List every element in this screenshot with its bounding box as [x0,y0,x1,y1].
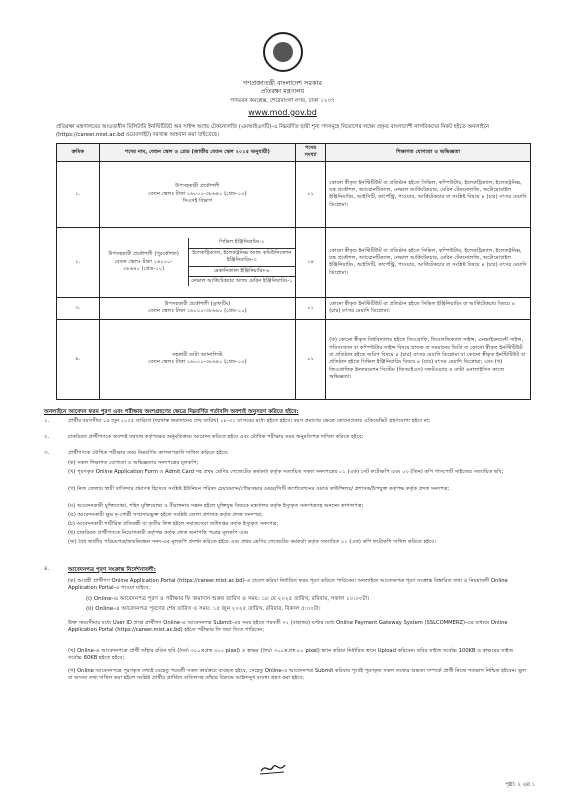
row-post [99,297,295,319]
sub-post: ইলেকট্রিক্যাল, ইলেকট্রনিক্স অ্যান্ড কমিউনিকেশন ইঞ্জিনিয়ারিং-৩ [189,249,295,267]
ministry-website-link[interactable]: www.mod.gov.bd [248,108,317,117]
row-qualification: কোনো স্বীকৃত ইনস্টিটিউট বা প্রতিষ্ঠান হইতে সিভিল ইঞ্জিনিয়ারিং বা আর্কিটেকচার বিষয়ে ৪ (চার) বৎসর মেয়াদি ডিপ্লোমা। [326,297,531,319]
general-conditions-title: অনলাইনে আবেদন ফরম পূরণ এবং পরীক্ষায় অংশগ্রহণের ক্ষেত্রে নিম্নবর্ণিত শর্তাবলি অবশ্যই অনুসরণ করিতে হইবে: [44,409,299,415]
start-date-item: (i) Online-এ আবেদনপত্র পূরণ ও পরীক্ষার ফি জমাদান শুরুর তারিখ ও সময়: ১৮ মে ২০২৫ তারিখ, রবিবার, সকাল ১০:০০টা। [86,596,370,602]
photo-upload-instruction: (খ) Online-এ আবেদনপত্রে প্রার্থী তাঁহার রঙিন ছবি (দৈর্ঘ্য ৩০০×প্রস্থ ৩০০ pixel) ও স্বাক্ষর (দৈর্ঘ্য ৩০০×প্রস্থ ৮০ pixel) স্ক্যান করিয়া নির্ধারিত স্থানে Upload করিবেন। ছবির সাইজ সর্বোচ্চ 100KB ও স্বাক্ষরের সাইজ সর্বোচ্চ 60KB হইতে হইবে; [68,648,514,662]
government-seal-logo [263,32,303,72]
item-number: ৩. [44,450,50,456]
table-row [57,161,531,227]
doc-item: (ঘ) আবেদনকারী মুক্তিযোদ্ধা, শহিদ মুক্তিযোদ্ধা ও বীরাঙ্গনার সন্তান হইলে মুক্তিযুদ্ধ বিষয়ক মন্ত্রণালয় কর্তৃক ইস্যুকৃত সনদপত্রসহ অন্যান্য কাগজপত্র; [68,503,364,509]
condition-text: প্রার্থীর বয়সসীমা ১৫ জুন ২০২৫ তারিখে (দরখাস্ত জমাদানের শেষ তারিখ) ১৮-৩২ বৎসরের মধ্যে হইতে হইবে। বয়স প্রমাণের ক্ষেত্রে কোনোপ্রকার এফিডেভিট গ্রহণযোগ্য হইবে না; [68,418,431,424]
row-serial: ৪. [57,319,100,399]
row-qualification: কোনো স্বীকৃত ইনস্টিটিউট বা প্রতিষ্ঠান হইতে সিভিল, কম্পিউটার, ইলেকট্রিক্যাল, ইলেকট্রনিক্স, যন্ত্র প্রকৌশল, অ্যারোনটিক্যাল, নেভাল আর্কিটেকচার, মেরিন টেকনোলজি, অটোমোবাইল ইঞ্জিনিয়ারিং, আইসিটি, কার্পেন্ট্রি, পাওয়ার, আর্কিটেকচার বা সংশ্লিষ্ট বিষয়ে ৪ (চার) বৎসর মেয়াদি ডিপ্লোমা। [326,161,531,227]
row-post [99,161,295,227]
post-scale-cont: ৩৮৬৪০ (গ্রেড-১০) [123,266,165,273]
ministry-address: গণভবন কমপ্লেক্স, শেরেবাংলা নগর, ঢাকা ১২০৭ [230,98,335,104]
table-row [57,297,531,319]
doc-item: (জ) বৈধ জাতীয় পরিচয়পত্র/জন্মনিবন্ধন সনদ-এর মূলকপি প্রদর্শন করিতে হইবে এবং প্রথম শ্রেণির গেজেটেড কর্মকর্তা কর্তৃক সত্যায়িত ০১ (এক) কপি ফটোকপি দাখিল করিতে হইবে। [68,539,436,545]
table-header-row [57,144,531,162]
condition-text: চাকরিরত প্রার্থীগণকে অবশ্যই যথাযথ কর্তৃপক্ষের অনুমতিক্রমে আবেদন করিতে হইবে এবং মৌখিক পরীক্ষার সময় অনুমতিপত্র দাখিল করিতে হইবে; [68,434,364,440]
page-number: পৃষ্ঠা: ২ এর ১ [505,782,535,788]
row-count: ০১ [296,161,326,227]
item-number: ১. [44,418,50,424]
row-serial: ১. [57,161,100,227]
row-count: ১৪ [296,227,326,297]
government-title: গণপ্রজাতন্ত্রী বাংলাদেশ সরকার [243,79,322,87]
post-main [100,238,188,286]
post-title: সহকারী ডাটা অ্যানালিস্ট [171,351,223,358]
signature-mark [258,760,288,776]
payment-instruction: উক্ত সময়সীমার মধ্যে User ID প্রাপ্ত প্রার্থীগণ Online-এ আবেদনপত্র Submit-এর সময় হইতে পরবর্তী ৭২ (বাহাত্তর) ঘণ্টার মধ্যে Online Payment Gateway System (SSLCOMMERZ)-এর মাধ্যমে Online Application Portal (https://career.mist.ac.bd) হইতে পরীক্ষার ফি জমা দিতে পারিবেন; [68,620,508,634]
col-count: পদের সংখ্যা [296,144,326,162]
row-serial: ২. [57,227,100,297]
doc-item: (চ) আবেদনকারী শারীরিক প্রতিবন্ধী বা তৃতীয় লিঙ্গ হইলে সমাজসেবা অধিদপ্তর কর্তৃক ইস্যুকৃত সনদপত্র; [68,521,279,527]
row-qualification: কোনো স্বীকৃত ইনস্টিটিউট বা প্রতিষ্ঠান হইতে সিভিল, কম্পিউটার, ইলেকট্রিক্যাল, ইলেকট্রনিক্স, যন্ত্র প্রকৌশল, অ্যারোনটিক্যাল, নেভাল আর্কিটেকচার, মেরিন টেকনোলজি, অটোমোবাইল ইঞ্জিনিয়ারিং, আইসিটি, কার্পেন্ট্রি, পাওয়ার, আর্কিটেকচার বা সংশ্লিষ্ট বিষয়ে ৪ (চার) বৎসর মেয়াদি ডিপ্লোমা। [326,227,531,297]
row-qualification: (ক) কোনো স্বীকৃত বিশ্ববিদ্যালয় হইতে জিওগ্রাফি, জিওলজিক্যাল সাইন্স, এনভাইরনমেন্ট সাইন্স, পরিসংখ্যান বা কম্পিউটার সাইন্স বিষয়ে স্নাতক বা সমমানের ডিগ্রি বা কোনো স্বীকৃত ইনস্টিটিউট বা প্রতিষ্ঠান হইতে জরিপ বিষয়ে ৪ (চার) বৎসর মেয়াদি ডিপ্লোমা বা কোনো স্বীকৃত ইনস্টিটিউট বা প্রতিষ্ঠান হইতে সিভিল ইঞ্জিনিয়ারিং বিষয়ে ৪ (চার) বৎসর মেয়াদি ডিপ্লোমা; এবং (খ) জিওগ্রাফিক ইনফরমেশন সিস্টেম (জিআইএস) সফটওয়্যার ও ডাটা এনালাইসিস কাজে অভিজ্ঞতা। [326,319,531,399]
post-scale: বেতন স্কেলঃ টাকা ১৬০০০- [114,258,173,265]
sub-post: নেভাল আর্কিটেকচার অ্যান্ড মেরিন ইঞ্জিনিয়ারিং-১ [191,277,293,284]
submit-instruction: (গ) Online আবেদনপত্রে পূরণকৃত তথ্যই যেহেতু পরবর্তী সকল কার্যক্রমে ব্যবহৃত হইবে, সেহেতু Online-এ আবেদনপত্র Submit করিবার পূর্বেই পূরণকৃত সকল তথ্যের শুদ্ধতা সম্পর্কে প্রার্থী নিজে শতভাগ নিশ্চিত হইবেন। ভুল বা অসত্য তথ্য দাখিল করা হইলে সংশ্লিষ্ট প্রার্থীর প্রার্থিতা বাতিলসহ তাঁহার বিরুদ্ধে আইনানুগ ব্যবস্থা গ্রহণ করা হইবে; [68,668,526,682]
post-scale: বেতন স্কেলঃ টাকা ১৬০০০-৩৮৬৪০ (গ্রেড-১০) [148,190,247,197]
job-table [56,143,531,400]
condition-text: প্রার্থীগণকে মৌখিক পরীক্ষার সময় নিম্নবর্ণিত কাগজপত্রাদি দাখিল করিতে হইবে: [68,450,229,456]
post-dept: সিএসই বিভাগ [182,198,213,205]
sub-post: মেকানিক্যাল ইঞ্জিনিয়ারিং-৮ [189,267,295,277]
item-number: ২. [44,434,50,440]
table-row [57,319,531,399]
doc-item: (ঙ) আবেদনকারী ক্ষুদ্র নৃ-গোষ্ঠী সম্প্রদায়ভুক্ত হইলে সংশ্লিষ্ট জেলা প্রশাসক কর্তৃক প্রদত্ত সনদপত্র; [68,512,263,518]
end-date-item: (ii) Online-এ আবেদনপত্র পূরণের শেষ তারিখ ও সময়: ১৫ জুন ২০২৫ তারিখ, রবিবার, বিকাল ৫:০০টা। [86,606,321,612]
post-scale: বেতন স্কেলঃ টাকা ১৬০০০-৩৮৬৪০ (গ্রেড-১০) [148,308,247,315]
post-title: উপসহকারী প্রকৌশলী [175,183,220,190]
doc-item: (খ) পূরণকৃত Online Application Form ও Admit Card সহ প্রথম শ্রেণির গেজেটেড কর্মকর্তা কর্তৃক সত্যায়িত সকল সনদপত্রের ০১ (এক) সেট ফটোকপি এবং ০৩ (তিন) কপি পাসপোর্ট সাইজের সত্যায়িত ছবি; [68,469,504,475]
row-count: ০১ [296,297,326,319]
item-number: ৪. [44,566,50,572]
post-title: উপসহকারী প্রকৌশলী (ড্রাফটিং) [164,300,231,307]
col-serial: ক্রমিক [57,144,100,162]
col-post: পদের নাম, বেতন স্কেল ও গ্রেড (জাতীয় বেতন স্কেল ২০১৫ অনুযায়ী) [99,144,295,162]
doc-item: (ছ) চাকরিরত প্রার্থীগণকে নিয়োগকারী কর্তৃপক্ষ কর্তৃক প্রদত্ত অনাপত্তি পত্রের মূলকপি এবং [68,530,249,536]
row-post [99,319,295,399]
row-count: ০১ [296,319,326,399]
ministry-name: প্রতিরক্ষা মন্ত্রণালয় [260,88,305,95]
sub-post-list [188,238,295,286]
table-row [57,227,531,297]
online-instructions-title: আবেদনপত্র পূরণ সংক্রান্ত নির্দেশনাবলী: [68,567,156,573]
doc-item: (গ) নিজ জেলার স্থায়ী বাসিন্দার প্রমাণক হিসেবে সংশ্লিষ্ট ইউনিয়ন পরিষদ চেয়ারম্যান/পৌরসভার মেয়র/সিটি কর্পোরেশনের ওয়ার্ড কাউন্সিলর/ প্রশাসক/উপযুক্ত কর্তৃপক্ষ কর্তৃক প্রদত্ত সনদপত্র; [68,486,450,492]
post-scale: বেতন স্কেলঃ টাকা ১৬০০০-৩৮৬৪০ (গ্রেড-১০) [148,359,247,366]
doc-item: (ক) সকল শিক্ষাগত যোগ্যতা ও অভিজ্ঞতার সনদপত্রের মূলকপি; [68,460,199,466]
row-serial: ৩. [57,297,100,319]
row-post [99,227,295,297]
online-portal-instruction: (ক) আগ্রহী প্রার্থীগণ Online Application Portal (https://career.mist.ac.bd)-এ প্রবেশ করিয়া নির্ধারিত ফরম পূরণ করিতে পারিবেন। অনলাইনে আবেদনপত্র পূরণ সংক্রান্ত বিস্তারিত তথ্য ও নিয়মাবলী Online Application Portal-এ পাওয়া যাইবে; [68,578,508,592]
sub-post: সিভিল ইঞ্জিনিয়ারিং-২ [189,238,295,248]
post-title: উপসহকারী প্রকৌশলী (পুরকৌশল) [108,251,179,258]
col-qualification: শিক্ষাগত যোগ্যতা ও অভিজ্ঞতা [326,144,531,162]
intro-paragraph: প্রতিরক্ষা মন্ত্রণালয়ের আওতাধীন মিলিটারি ইনস্টিটিউট অব সাইন্স অ্যান্ড টেকনোলজি (এমআইএসটি)-এ নিম্নবর্ণিত ছায়ী শূন্য পদসমূহে নিয়োগের লক্ষ্যে প্রকৃত বাংলাদেশী নাগরিকদের নিকট হইতে অনলাইনে (https://career.mist.ac.bd ওয়েবসাইট) দরখাস্ত আহবান করা যাইতেছে। [56,124,490,138]
